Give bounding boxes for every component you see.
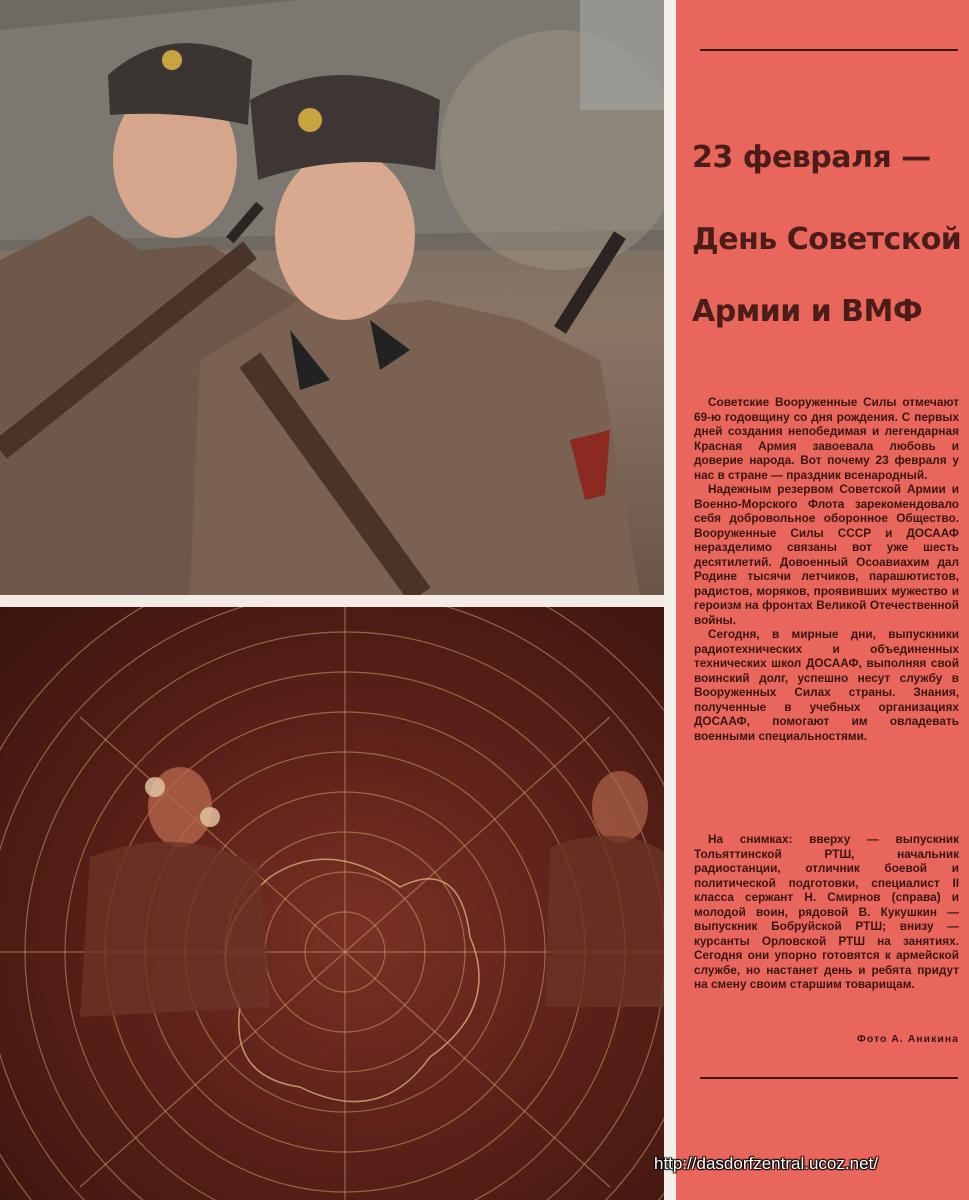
headline-line-1: 23 февраля — (692, 140, 931, 175)
headline-line-2: День Советской (692, 222, 962, 257)
article-body (694, 395, 959, 743)
article-paragraph: Сегодня, в мирные дни, выпускники радиотехнических и объединенных технических школ ДОСААФ, выполняя свой воинский долг, успешно несут службу в Вооруженных Силах страны. Знания, полученные в учебных организациях ДОСААФ, помогают им овладевать военными специальностями. (694, 627, 959, 743)
photo-credit: Фото А. Аникина (856, 1033, 959, 1045)
photo-divider (0, 595, 664, 607)
photo-soldiers (0, 0, 664, 595)
article-paragraph: Надежным резервом Советской Армии и Военно-Морского Флота зарекомендовало себя добровольное оборонное Общество. Вооруженные Силы СССР и ДОСААФ неразделимо связаны вот уже шесть десятилетий. Довоенный Осоавиахим дал Родине тысячи летчиков, парашютистов, радистов, моряков, проявивших мужество и героизм на фронтах Великой Отечественной войны. (694, 482, 959, 627)
panel-margin-strip (664, 0, 676, 1200)
photo-radar-cadets (0, 607, 664, 1200)
bottom-rule (700, 1077, 958, 1079)
top-rule (700, 49, 958, 51)
radar-illustration (0, 607, 664, 1200)
article-panel (676, 0, 969, 1200)
soldiers-illustration (0, 0, 664, 595)
photo-caption: На снимках: вверху — выпускник Тольяттинской РТШ, начальник радиостанции, отличник боевой и политической подготовки, специалист II класса сержант Н. Смирнов (справа) и молодой воин, рядовой В. Кукушкин — выпускник Бобруйской РТШ; внизу — курсанты Орловской РТШ на занятиях. Сегодня они упорно готовятся к армейской службе, но настанет день и ребята придут на смену своим старшим товарищам. (694, 832, 959, 991)
watermark-url: http://dasdorfzentral.ucoz.net/ (654, 1154, 878, 1173)
article-paragraph: Советские Вооруженные Силы отмечают 69-ю годовщину со дня рождения. С первых дней создания непобедимая и легендарная Красная Армия завоевала любовь и доверие народа. Вот почему 23 февраля у нас в стране — праздник всенародный. (694, 395, 959, 482)
headline-line-3: Армии и ВМФ (692, 294, 923, 329)
